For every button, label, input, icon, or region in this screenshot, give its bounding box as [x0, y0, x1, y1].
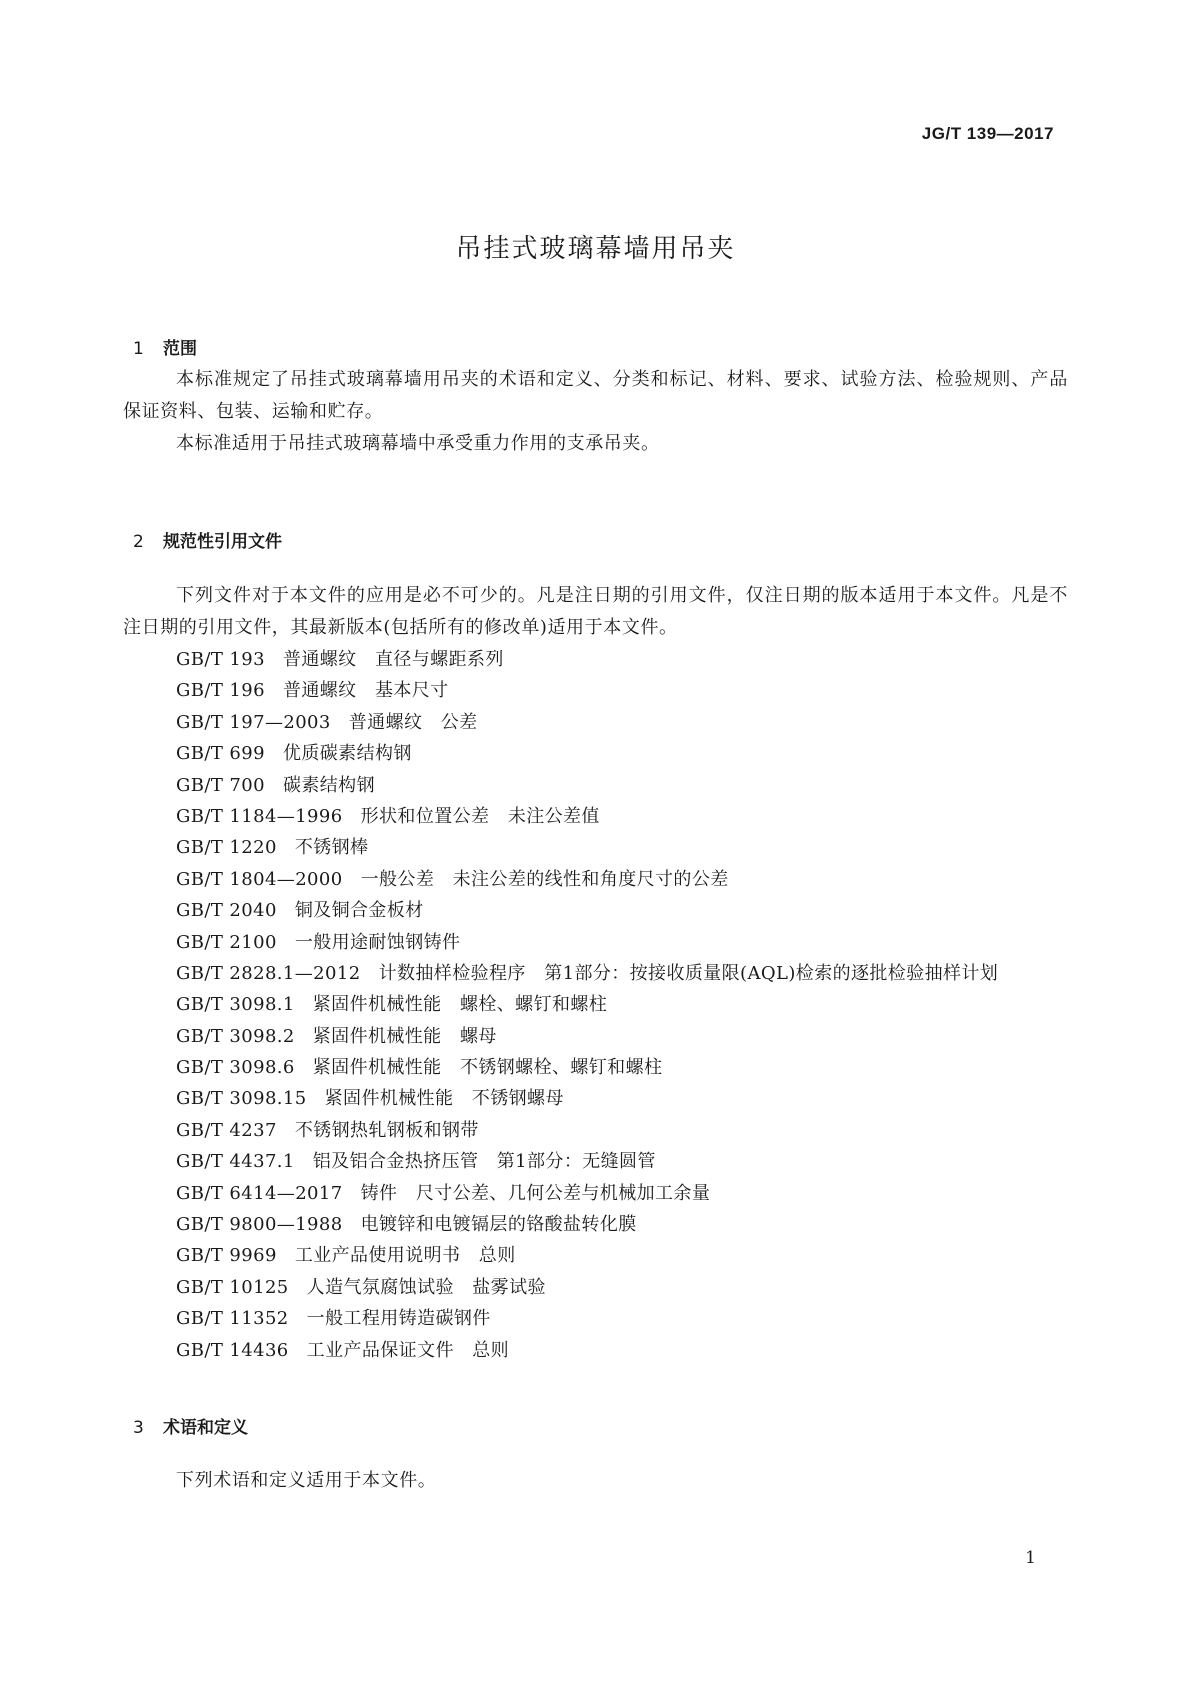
reference-item: [176, 864, 998, 895]
section-title: 规范性引用文件: [163, 532, 282, 552]
section-1-paragraph-2: 本标准适用于吊挂式玻璃幕墙中承受重力作用的支承吊夹。: [176, 433, 660, 454]
reference-code: GB/T 10125: [176, 1276, 289, 1298]
reference-title: 形状和位置公差 未注公差值: [360, 805, 600, 827]
reference-item: [176, 958, 998, 989]
reference-title: 不锈钢热轧钢板和钢带: [294, 1119, 479, 1141]
reference-code: GB/T 3098.2: [176, 1025, 295, 1047]
reference-title: 铜及铜合金板材: [294, 900, 424, 922]
reference-title: 工业产品使用说明书 总则: [294, 1245, 516, 1267]
reference-title: 一般公差 未注公差的线性和角度尺寸的公差: [360, 868, 729, 890]
document-title: 吊挂式玻璃幕墙用吊夹: [455, 234, 736, 264]
reference-item: [176, 1209, 998, 1240]
section-3-heading: [133, 1413, 248, 1438]
reference-title: 铝及铝合金热挤压管 第1部分：无缝圆管: [312, 1151, 656, 1173]
reference-item: [176, 1272, 998, 1303]
reference-code: GB/T 3098.15: [176, 1088, 307, 1110]
reference-code: GB/T 6414—2017: [176, 1182, 343, 1204]
reference-code: GB/T 196: [176, 680, 265, 702]
reference-code: GB/T 1804—2000: [176, 868, 343, 890]
reference-title: 电镀锌和电镀镉层的铬酸盐转化膜: [360, 1214, 637, 1236]
reference-item: [176, 738, 998, 769]
reference-title: 紧固件机械性能 螺栓、螺钉和螺柱: [312, 994, 608, 1016]
reference-item: [176, 801, 998, 832]
reference-title: 一般工程用铸造碳钢件: [306, 1308, 491, 1330]
reference-item: [176, 1303, 998, 1334]
reference-item: [176, 707, 998, 738]
reference-code: GB/T 3098.6: [176, 1057, 295, 1079]
reference-title: 优质碳素结构钢: [282, 743, 412, 765]
reference-item: [176, 675, 998, 706]
reference-code: GB/T 1184—1996: [176, 805, 343, 827]
reference-code: GB/T 2100: [176, 931, 277, 953]
reference-code: GB/T 699: [176, 743, 265, 765]
reference-item: [176, 1052, 998, 1083]
section-1-paragraph-1: 本标准规定了吊挂式玻璃幕墙用吊夹的术语和定义、分类和标记、材料、要求、试验方法、检验规则、产品保证资料、包装、运输和贮存。: [123, 369, 1068, 422]
section-2-heading: [133, 527, 282, 552]
reference-item: [176, 895, 998, 926]
reference-item: [176, 1083, 998, 1114]
reference-title: 不锈钢棒: [294, 837, 369, 859]
reference-title: 一般用途耐蚀钢铸件: [294, 931, 461, 953]
reference-title: 普通螺纹 直径与螺距系列: [282, 649, 504, 670]
normative-references-list: [176, 644, 998, 1366]
reference-item: [176, 770, 998, 801]
reference-item: [176, 1021, 998, 1052]
reference-code: GB/T 4237: [176, 1119, 277, 1141]
reference-title: 碳素结构钢: [282, 774, 375, 796]
section-title: 范围: [163, 339, 197, 359]
reference-item: [176, 832, 998, 863]
reference-title: 紧固件机械性能 不锈钢螺母: [324, 1088, 564, 1110]
reference-item: [176, 1146, 998, 1177]
reference-code: GB/T 9800—1988: [176, 1214, 343, 1236]
reference-title: 人造气氛腐蚀试验 盐雾试验: [306, 1276, 546, 1298]
section-number: 3: [133, 1418, 144, 1438]
reference-item: [176, 1335, 998, 1366]
reference-code: GB/T 2040: [176, 900, 277, 922]
reference-code: GB/T 3098.1: [176, 994, 295, 1016]
reference-item: [176, 1115, 998, 1146]
reference-code: GB/T 1220: [176, 837, 277, 859]
section-number: 2: [133, 532, 144, 552]
section-number: 1: [133, 339, 144, 359]
reference-code: GB/T 4437.1: [176, 1151, 295, 1173]
reference-code: GB/T 193: [176, 649, 265, 670]
reference-title: 紧固件机械性能 不锈钢螺栓、螺钉和螺柱: [312, 1057, 663, 1079]
section-title: 术语和定义: [163, 1418, 248, 1438]
section-3-paragraph-1: 下列术语和定义适用于本文件。: [176, 1470, 437, 1491]
reference-title: 工业产品保证文件 总则: [306, 1339, 510, 1361]
reference-title: 普通螺纹 公差: [348, 711, 478, 733]
reference-title: 计数抽样检验程序 第1部分：按接收质量限(AQL)检索的逐批检验抽样计划: [378, 962, 999, 984]
page-number: 1: [1025, 1548, 1036, 1568]
reference-title: 紧固件机械性能 螺母: [312, 1025, 497, 1047]
reference-code: GB/T 197—2003: [176, 711, 331, 733]
reference-code: GB/T 700: [176, 774, 265, 796]
reference-item: [176, 644, 998, 675]
standard-code: JG/T 139—2017: [921, 124, 1054, 143]
reference-item: [176, 927, 998, 958]
reference-code: GB/T 2828.1—2012: [176, 962, 361, 984]
reference-code: GB/T 11352: [176, 1308, 289, 1330]
section-1-heading: [133, 334, 197, 359]
reference-title: 普通螺纹 基本尺寸: [282, 680, 449, 702]
reference-item: [176, 1240, 998, 1271]
reference-code: GB/T 9969: [176, 1245, 277, 1267]
reference-item: [176, 1178, 998, 1209]
section-2-paragraph-1: 下列文件对于本文件的应用是必不可少的。凡是注日期的引用文件，仅注日期的版本适用于本文件。凡是不注日期的引用文件，其最新版本(包括所有的修改单)适用于本文件。: [123, 585, 1068, 638]
reference-title: 铸件 尺寸公差、几何公差与机械加工余量: [360, 1182, 711, 1204]
reference-code: GB/T 14436: [176, 1339, 289, 1361]
reference-item: [176, 989, 998, 1020]
